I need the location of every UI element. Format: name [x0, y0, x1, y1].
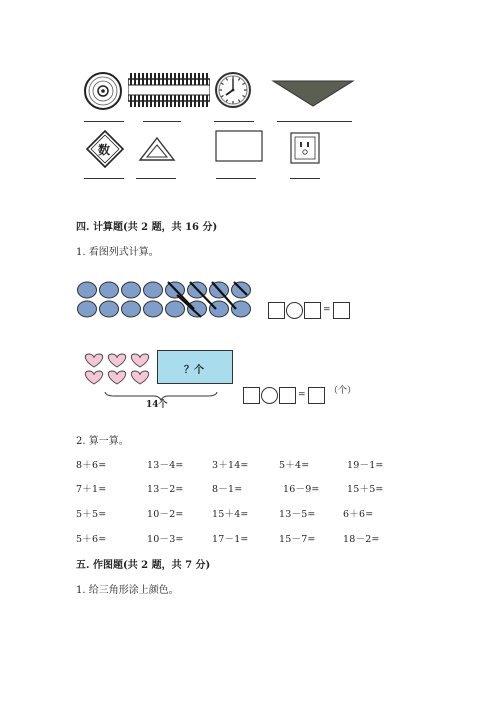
equation: 6＋6= [343, 509, 374, 520]
power-outlet-icon [290, 132, 320, 164]
section-heading-calc: 四. 计算题(共 2 题，共 16 分) [76, 222, 218, 233]
heart [108, 371, 125, 384]
brace [104, 386, 218, 396]
oval [210, 301, 229, 317]
equation: 5＋4= [279, 460, 310, 471]
equation: 5＋5= [76, 509, 107, 520]
oval [100, 282, 119, 298]
question-title: 1. 看图列式计算。 [76, 247, 159, 258]
oval [78, 282, 97, 298]
equation: 16－9= [283, 484, 320, 495]
diamond-sign-icon [86, 130, 124, 168]
oval [144, 282, 163, 298]
equation: 10－3= [147, 534, 184, 545]
answer-box[interactable] [279, 387, 296, 404]
equation: 10－2= [147, 509, 184, 520]
question-title: 2. 算一算。 [76, 436, 129, 447]
answer-box[interactable] [308, 387, 325, 404]
answer-line[interactable] [84, 121, 124, 122]
oval [232, 301, 251, 317]
clock-icon [214, 71, 252, 109]
section-heading-drawing: 五. 作图题(共 2 题，共 7 分) [76, 560, 211, 571]
cd-disc-icon [83, 71, 123, 111]
equation: 8－1= [212, 484, 243, 495]
equation: 5＋6= [76, 534, 107, 545]
hearts-figure [82, 351, 154, 386]
equation: 8＋6= [76, 460, 107, 471]
heart [85, 354, 102, 367]
ovals-figure [77, 279, 252, 321]
equation: 13－2= [147, 484, 184, 495]
heart [85, 371, 102, 384]
question-title: 1. 给三角形涂上颜色。 [76, 585, 179, 596]
operator-circle[interactable] [286, 302, 303, 319]
answer-line[interactable] [290, 178, 320, 179]
rectangle-icon [215, 130, 263, 162]
answer-box[interactable] [333, 302, 350, 319]
triangle-ruler-icon [271, 78, 355, 108]
operator-circle[interactable] [261, 387, 278, 404]
heart [131, 371, 148, 384]
equation: 15＋5= [347, 484, 384, 495]
film-strip-icon [128, 73, 210, 107]
equation: 13－4= [147, 460, 184, 471]
answer-line[interactable] [136, 178, 176, 179]
equation: 15－7= [279, 534, 316, 545]
answer-box[interactable] [268, 302, 285, 319]
equals-sign: = [323, 305, 331, 315]
unit-label: （个） [329, 386, 357, 396]
equation: 17－1= [212, 534, 249, 545]
triangle-icon [138, 136, 176, 162]
equation: 3＋14= [212, 460, 249, 471]
answer-line[interactable] [143, 121, 181, 122]
answer-box[interactable] [304, 302, 321, 319]
oval [100, 301, 119, 317]
unknown-count-label: ？个 [184, 365, 204, 376]
heart [131, 354, 148, 367]
oval [122, 301, 141, 317]
oval [166, 301, 185, 317]
unknown-count-box [157, 350, 233, 384]
answer-line[interactable] [84, 178, 124, 179]
equals-sign: = [298, 390, 306, 400]
heart [108, 354, 125, 367]
equation: 15＋4= [212, 509, 249, 520]
oval [78, 301, 97, 317]
answer-line[interactable] [214, 121, 254, 122]
diamond-sign-text: 数 [98, 143, 111, 157]
brace-label: 14个 [146, 400, 168, 410]
equation: 7＋1= [76, 484, 107, 495]
oval [122, 282, 141, 298]
oval [144, 301, 163, 317]
answer-line[interactable] [216, 178, 256, 179]
equation: 13－5= [279, 509, 316, 520]
answer-box[interactable] [243, 387, 260, 404]
answer-line[interactable] [277, 121, 352, 122]
equation: 19－1= [347, 460, 384, 471]
equation: 18－2= [343, 534, 380, 545]
